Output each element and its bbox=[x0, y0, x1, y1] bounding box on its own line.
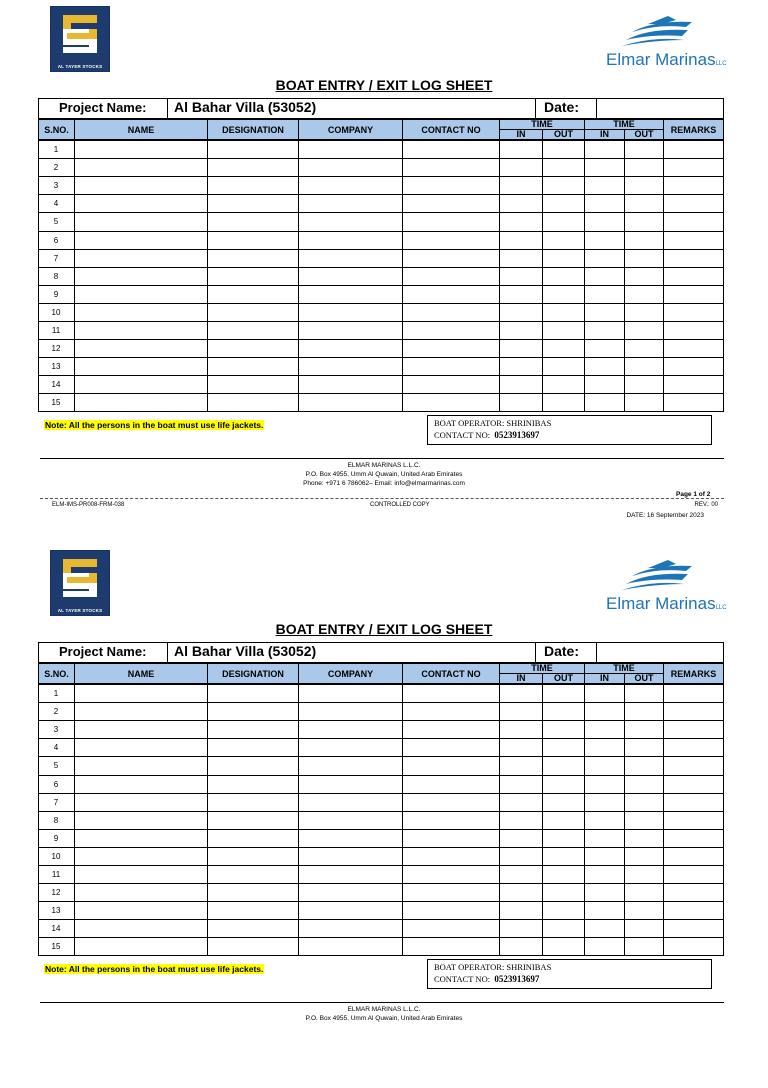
date-label: Date: bbox=[544, 99, 580, 115]
row-number: 1 bbox=[53, 689, 59, 698]
footer-divider bbox=[40, 1002, 724, 1003]
header-out-1: OUT bbox=[542, 129, 585, 140]
boat-wave-icon bbox=[618, 14, 698, 50]
header-designation: DESIGNATION bbox=[207, 663, 299, 684]
footer-company: ELMAR MARINAS L.L.C. bbox=[347, 462, 421, 469]
row-number: 8 bbox=[53, 272, 59, 281]
boat-operator-box bbox=[427, 959, 712, 989]
header-contact: CONTACT NO bbox=[402, 119, 500, 140]
project-name-label: Project Name: bbox=[59, 100, 147, 115]
operator-name: BOAT OPERATOR: SHRINIBAS bbox=[434, 418, 552, 428]
column-divider bbox=[74, 684, 75, 956]
operator-name: BOAT OPERATOR: SHRINIBAS bbox=[434, 962, 552, 972]
row-number: 15 bbox=[51, 398, 61, 407]
row-divider bbox=[38, 684, 724, 685]
row-divider bbox=[38, 231, 724, 232]
column-divider bbox=[402, 140, 403, 412]
row-number: 11 bbox=[51, 326, 61, 335]
row-divider bbox=[38, 393, 724, 394]
project-row bbox=[38, 642, 724, 663]
page-number: Page 1 of 2 bbox=[676, 491, 711, 498]
row-divider bbox=[38, 140, 724, 141]
brand-name: Elmar MarinasLLC bbox=[606, 594, 727, 613]
row-divider bbox=[38, 847, 724, 848]
row-number: 13 bbox=[51, 362, 61, 371]
row-number: 4 bbox=[53, 199, 59, 208]
revision: REV.: 00 bbox=[694, 502, 718, 508]
row-number: 5 bbox=[53, 217, 59, 226]
date-label: Date: bbox=[544, 643, 580, 659]
row-number: 13 bbox=[51, 906, 61, 915]
row-divider bbox=[38, 793, 724, 794]
row-divider bbox=[38, 176, 724, 177]
row-divider bbox=[38, 919, 724, 920]
row-divider bbox=[38, 955, 724, 956]
contact-number: 0523913697 bbox=[494, 974, 540, 984]
row-number: 7 bbox=[53, 254, 59, 263]
column-divider bbox=[584, 140, 585, 412]
row-number: 14 bbox=[51, 924, 61, 933]
brand-name: Elmar MarinasLLC bbox=[606, 50, 727, 69]
row-number: 8 bbox=[53, 816, 59, 825]
row-divider bbox=[38, 937, 724, 938]
project-row bbox=[38, 98, 724, 119]
column-divider bbox=[499, 684, 500, 956]
column-divider bbox=[402, 684, 403, 956]
header-in-1: IN bbox=[499, 129, 543, 140]
column-divider bbox=[723, 140, 724, 412]
row-number: 9 bbox=[53, 834, 59, 843]
row-number: 2 bbox=[53, 707, 59, 716]
date-field[interactable] bbox=[596, 98, 724, 119]
row-divider bbox=[38, 375, 724, 376]
row-divider bbox=[38, 720, 724, 721]
column-divider bbox=[74, 140, 75, 412]
row-number: 12 bbox=[51, 888, 61, 897]
row-divider bbox=[38, 865, 724, 866]
row-number: 4 bbox=[53, 743, 59, 752]
log-sheet-page-2 bbox=[0, 544, 768, 1088]
row-divider bbox=[38, 267, 724, 268]
row-divider bbox=[38, 249, 724, 250]
elmar-marinas-logo bbox=[604, 558, 727, 616]
life-jacket-note: Note: All the persons in the boat must use life jackets. bbox=[45, 964, 264, 974]
column-divider bbox=[207, 140, 208, 412]
boat-operator-box bbox=[427, 415, 712, 445]
header-time-1: TIME bbox=[499, 119, 585, 130]
row-divider bbox=[38, 194, 724, 195]
header-remarks: REMARKS bbox=[663, 119, 724, 140]
row-divider bbox=[38, 285, 724, 286]
form-title: BOAT ENTRY / EXIT LOG SHEET bbox=[275, 77, 493, 93]
row-divider bbox=[38, 321, 724, 322]
row-number: 3 bbox=[53, 181, 59, 190]
contact-label: CONTACT NO: bbox=[434, 430, 491, 440]
document-code: ELM-IMS-PR008-FRM-038 bbox=[52, 502, 125, 508]
footer-address: P.O. Box 4955, Umm Al Quwain, United Arab Emirates bbox=[305, 471, 463, 478]
column-divider bbox=[499, 140, 500, 412]
column-divider bbox=[723, 684, 724, 956]
header-out-1: OUT bbox=[542, 673, 585, 684]
header-company: COMPANY bbox=[298, 119, 403, 140]
stocks-emblem-icon bbox=[57, 555, 103, 601]
document-date: DATE: 16 September 2023 bbox=[626, 512, 704, 519]
row-number: 10 bbox=[51, 308, 61, 317]
header-company: COMPANY bbox=[298, 663, 403, 684]
row-number: 14 bbox=[51, 380, 61, 389]
row-divider bbox=[38, 357, 724, 358]
header-in-2: IN bbox=[584, 673, 625, 684]
header-in-1: IN bbox=[499, 673, 543, 684]
header-sno: S.NO. bbox=[38, 663, 75, 684]
header-time-2: TIME bbox=[584, 663, 664, 674]
row-number: 3 bbox=[53, 725, 59, 734]
header-time-1: TIME bbox=[499, 663, 585, 674]
log-table bbox=[38, 119, 724, 412]
elmar-marinas-logo bbox=[604, 14, 727, 72]
log-table bbox=[38, 663, 724, 956]
header-remarks: REMARKS bbox=[663, 663, 724, 684]
boat-wave-icon bbox=[618, 558, 698, 594]
footer-contact: Phone: +971 6 786062– Email: info@elmarmarinas.com bbox=[303, 480, 465, 487]
row-divider bbox=[38, 901, 724, 902]
row-number: 10 bbox=[51, 852, 61, 861]
project-name-label: Project Name: bbox=[59, 644, 147, 659]
row-number: 6 bbox=[53, 236, 59, 245]
header-out-2: OUT bbox=[624, 673, 664, 684]
row-divider bbox=[38, 339, 724, 340]
header-sno: S.NO. bbox=[38, 119, 75, 140]
contact-number: 0523913697 bbox=[494, 430, 540, 440]
column-divider bbox=[298, 140, 299, 412]
row-number: 2 bbox=[53, 163, 59, 172]
row-number: 12 bbox=[51, 344, 61, 353]
column-divider bbox=[207, 684, 208, 956]
row-divider bbox=[38, 775, 724, 776]
column-divider bbox=[584, 684, 585, 956]
footer-divider bbox=[40, 458, 724, 459]
row-number: 5 bbox=[53, 761, 59, 770]
logo-caption: AL TAYER STOCKS bbox=[57, 64, 103, 69]
al-tayer-stocks-logo bbox=[50, 6, 110, 72]
header-in-2: IN bbox=[584, 129, 625, 140]
column-divider bbox=[542, 684, 543, 956]
row-divider bbox=[38, 811, 724, 812]
footer-company: ELMAR MARINAS L.L.C. bbox=[347, 1006, 421, 1013]
row-divider bbox=[38, 756, 724, 757]
header-out-2: OUT bbox=[624, 129, 664, 140]
header-name: NAME bbox=[74, 119, 208, 140]
life-jacket-note: Note: All the persons in the boat must use life jackets. bbox=[45, 420, 264, 430]
row-divider bbox=[38, 303, 724, 304]
row-divider bbox=[38, 212, 724, 213]
row-divider bbox=[38, 829, 724, 830]
logo-caption: AL TAYER STOCKS bbox=[57, 608, 103, 613]
row-divider bbox=[38, 883, 724, 884]
row-number: 15 bbox=[51, 942, 61, 951]
form-title: BOAT ENTRY / EXIT LOG SHEET bbox=[275, 621, 493, 637]
column-divider bbox=[624, 140, 625, 412]
column-divider bbox=[663, 684, 664, 956]
header-name: NAME bbox=[74, 663, 208, 684]
header-designation: DESIGNATION bbox=[207, 119, 299, 140]
row-number: 6 bbox=[53, 780, 59, 789]
column-divider bbox=[663, 140, 664, 412]
controlled-copy: CONTROLLED COPY bbox=[370, 502, 430, 508]
row-number: 9 bbox=[53, 290, 59, 299]
date-field[interactable] bbox=[596, 642, 724, 663]
project-name-value: Al Bahar Villa (53052) bbox=[174, 99, 317, 115]
project-name-value: Al Bahar Villa (53052) bbox=[174, 643, 317, 659]
row-number: 7 bbox=[53, 798, 59, 807]
header-time-2: TIME bbox=[584, 119, 664, 130]
al-tayer-stocks-logo bbox=[50, 550, 110, 616]
stocks-emblem-icon bbox=[57, 11, 103, 57]
header-contact: CONTACT NO bbox=[402, 663, 500, 684]
dashed-divider bbox=[40, 498, 724, 499]
row-divider bbox=[38, 738, 724, 739]
column-divider bbox=[624, 684, 625, 956]
row-number: 11 bbox=[51, 870, 61, 879]
column-divider bbox=[542, 140, 543, 412]
row-divider bbox=[38, 702, 724, 703]
row-divider bbox=[38, 411, 724, 412]
row-divider bbox=[38, 158, 724, 159]
contact-label: CONTACT NO: bbox=[434, 974, 491, 984]
row-number: 1 bbox=[53, 145, 59, 154]
column-divider bbox=[298, 684, 299, 956]
footer-address: P.O. Box 4955, Umm Al Quwain, United Arab Emirates bbox=[305, 1015, 463, 1022]
